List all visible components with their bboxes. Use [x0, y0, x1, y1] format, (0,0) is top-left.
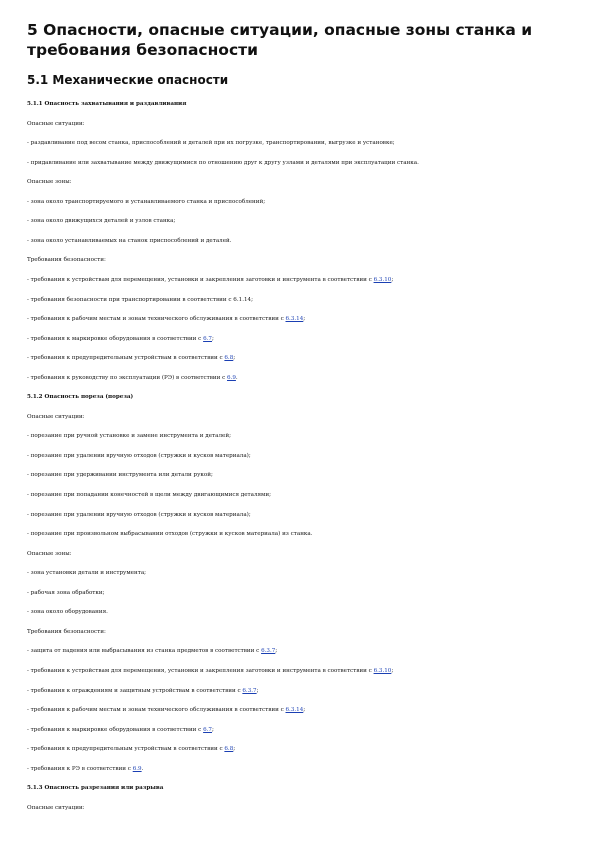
- subsection-heading: [27, 393, 572, 401]
- list-item: [27, 491, 572, 499]
- list-item: [27, 139, 572, 147]
- line-punctuation: .: [235, 374, 238, 381]
- line-punctuation: ;: [233, 355, 236, 362]
- list-item: [27, 530, 572, 538]
- line-text: Требования безопасности:: [27, 628, 106, 635]
- list-item: [27, 198, 572, 206]
- list-item: [27, 432, 572, 440]
- list-item: [27, 159, 572, 167]
- line-text: Опасные ситуации:: [27, 804, 85, 811]
- line-punctuation: ;: [391, 668, 394, 674]
- line-text: - порезание при ручной установке и замене инструмента и деталей;: [27, 433, 231, 440]
- line-text: - порезание при удалении вручную отходов (стружки и кусков материала);: [27, 452, 251, 459]
- paragraph-label: [27, 256, 572, 264]
- list-item: [27, 276, 572, 284]
- paragraph-label: [27, 550, 572, 558]
- list-item: [27, 471, 572, 479]
- line-text: Требования безопасности:: [27, 257, 106, 264]
- subsection-heading: [27, 784, 572, 792]
- line-text: - зона установки детали и инструмента;: [27, 570, 147, 577]
- clause-reference-link[interactable]: 6.7: [203, 726, 212, 733]
- clause-reference-link[interactable]: 6.7: [203, 335, 212, 342]
- list-item: [27, 647, 572, 655]
- clause-reference-link[interactable]: 6.3.14: [285, 707, 304, 714]
- list-item: [27, 726, 572, 734]
- list-item: [27, 706, 572, 714]
- line-text: - требования к предупредительным устройствам в соответствии с: [27, 746, 225, 753]
- line-text: - требования к устройствам для перемещения, установки и закрепления заготовки и инструмента в соответствии с: [27, 277, 374, 283]
- paragraph-label: [27, 628, 572, 636]
- line-text: - требования к маркировке оборудования в соответствии с: [27, 726, 204, 733]
- list-item: [27, 374, 572, 382]
- line-punctuation: ;: [256, 687, 259, 694]
- list-item: [27, 687, 572, 695]
- line-text: - зона около оборудования.: [27, 609, 108, 616]
- clause-reference-link[interactable]: 6.3.7: [261, 648, 276, 655]
- clause-reference-link[interactable]: 6.9: [132, 765, 142, 772]
- line-text: - требования к устройствам для перемещения, установки и закрепления заготовки и инструмента в соответствии с: [27, 668, 374, 674]
- list-item: [27, 354, 572, 362]
- list-item: [27, 237, 572, 245]
- line-text: 5.1.3 Опасность разрезания или разрыва: [27, 785, 164, 792]
- paragraph-label: [27, 804, 572, 812]
- line-text: - зона около движущихся деталей и узлов станка;: [27, 218, 176, 225]
- line-text: Опасные ситуации:: [27, 413, 85, 420]
- line-punctuation: ;: [391, 277, 394, 283]
- line-text: - требования к рабочим местам и зонам технического обслуживания в соответствии с: [27, 316, 286, 323]
- line-text: - требования к руководству по эксплуатации (РЭ) в соответствии с: [27, 374, 228, 381]
- line-text: Опасные зоны:: [27, 179, 72, 186]
- list-item: [27, 511, 572, 519]
- list-item: [27, 569, 572, 577]
- paragraph-label: [27, 178, 572, 186]
- clause-reference-link[interactable]: 6.8: [224, 746, 234, 753]
- clause-reference-link[interactable]: 6.3.14: [285, 316, 304, 323]
- line-text: 5.1.2 Опасность пореза (пореза): [27, 394, 134, 401]
- list-item: [27, 589, 572, 597]
- line-text: - порезание при удерживании инструмента или детали рукой;: [27, 472, 213, 479]
- list-item: [27, 765, 572, 773]
- line-text: - защита от падения или выбрасывания из станка предметов в соответствии с: [27, 648, 262, 655]
- line-text: Опасные ситуации:: [27, 120, 85, 127]
- paragraph-label: [27, 413, 572, 421]
- section-heading: 5.1 Механические опасности: [27, 73, 229, 87]
- list-item: [27, 217, 572, 225]
- line-text: - раздавливание под весом станка, приспособлений и деталей при их погрузке, транспортировании, выгрузке и установке;: [27, 140, 395, 147]
- line-punctuation: ;: [303, 316, 306, 323]
- paragraph-label: [27, 120, 572, 128]
- line-punctuation: .: [141, 765, 144, 772]
- line-punctuation: ;: [303, 707, 306, 714]
- list-item: [27, 745, 572, 753]
- list-item: [27, 335, 572, 343]
- clause-reference-link[interactable]: 6.8: [224, 355, 234, 362]
- subsection-heading: [27, 100, 572, 108]
- clause-reference-link[interactable]: 6.3.10: [373, 668, 392, 674]
- line-text: 5.1.1 Опасность захватывания и раздавливания: [27, 101, 187, 107]
- line-text: - зона около транспортируемого и устанавливаемого станка и приспособлений;: [27, 198, 266, 205]
- line-text: - порезание при удалении вручную отходов (стружки и кусков материала);: [27, 511, 251, 518]
- line-text: - зона около устанавливаемых на станок приспособлений и деталей.: [27, 237, 232, 244]
- line-punctuation: ;: [212, 726, 214, 733]
- line-text: - требования безопасности при транспортировании в соответствии с 6.1.14;: [27, 296, 253, 303]
- line-text: Опасные зоны:: [27, 550, 72, 557]
- clause-reference-link[interactable]: 6.3.10: [373, 277, 392, 283]
- clause-reference-link[interactable]: 6.3.7: [242, 687, 257, 694]
- list-item: [27, 667, 572, 675]
- line-text: - требования к предупредительным устройствам в соответствии с: [27, 355, 225, 362]
- line-punctuation: ;: [275, 648, 278, 655]
- clause-reference-link[interactable]: 6.9: [227, 374, 236, 381]
- list-item: [27, 452, 572, 460]
- list-item: [27, 296, 572, 304]
- line-text: - требования к маркировке оборудования в соответствии с: [27, 335, 204, 342]
- line-text: - требования к рабочим местам и зонам технического обслуживания в соответствии с: [27, 707, 286, 714]
- line-punctuation: ;: [212, 335, 214, 342]
- list-item: [27, 315, 572, 323]
- list-item: [27, 608, 572, 616]
- line-text: - требования к ограждениям и защитным устройствам в соответствии с: [27, 687, 243, 694]
- line-text: - требования к РЭ в соответствии с: [27, 765, 133, 772]
- line-text: - рабочая зона обработки;: [27, 589, 105, 596]
- line-punctuation: ;: [233, 746, 236, 753]
- line-text: - порезание при попадании конечностей в щели между двигающимися деталями;: [27, 492, 271, 498]
- page-title: 5 Опасности, опасные ситуации, опасные зоны станка и требования безопасности: [27, 21, 533, 59]
- line-text: - придавливание или захватывание между движущимися по отношению друг к другу узлами и деталями при эксплуатации станка.: [27, 159, 419, 166]
- line-text: - порезание при произвольном выбрасывании отходов (стружки и кусков материала) из станка.: [27, 531, 313, 538]
